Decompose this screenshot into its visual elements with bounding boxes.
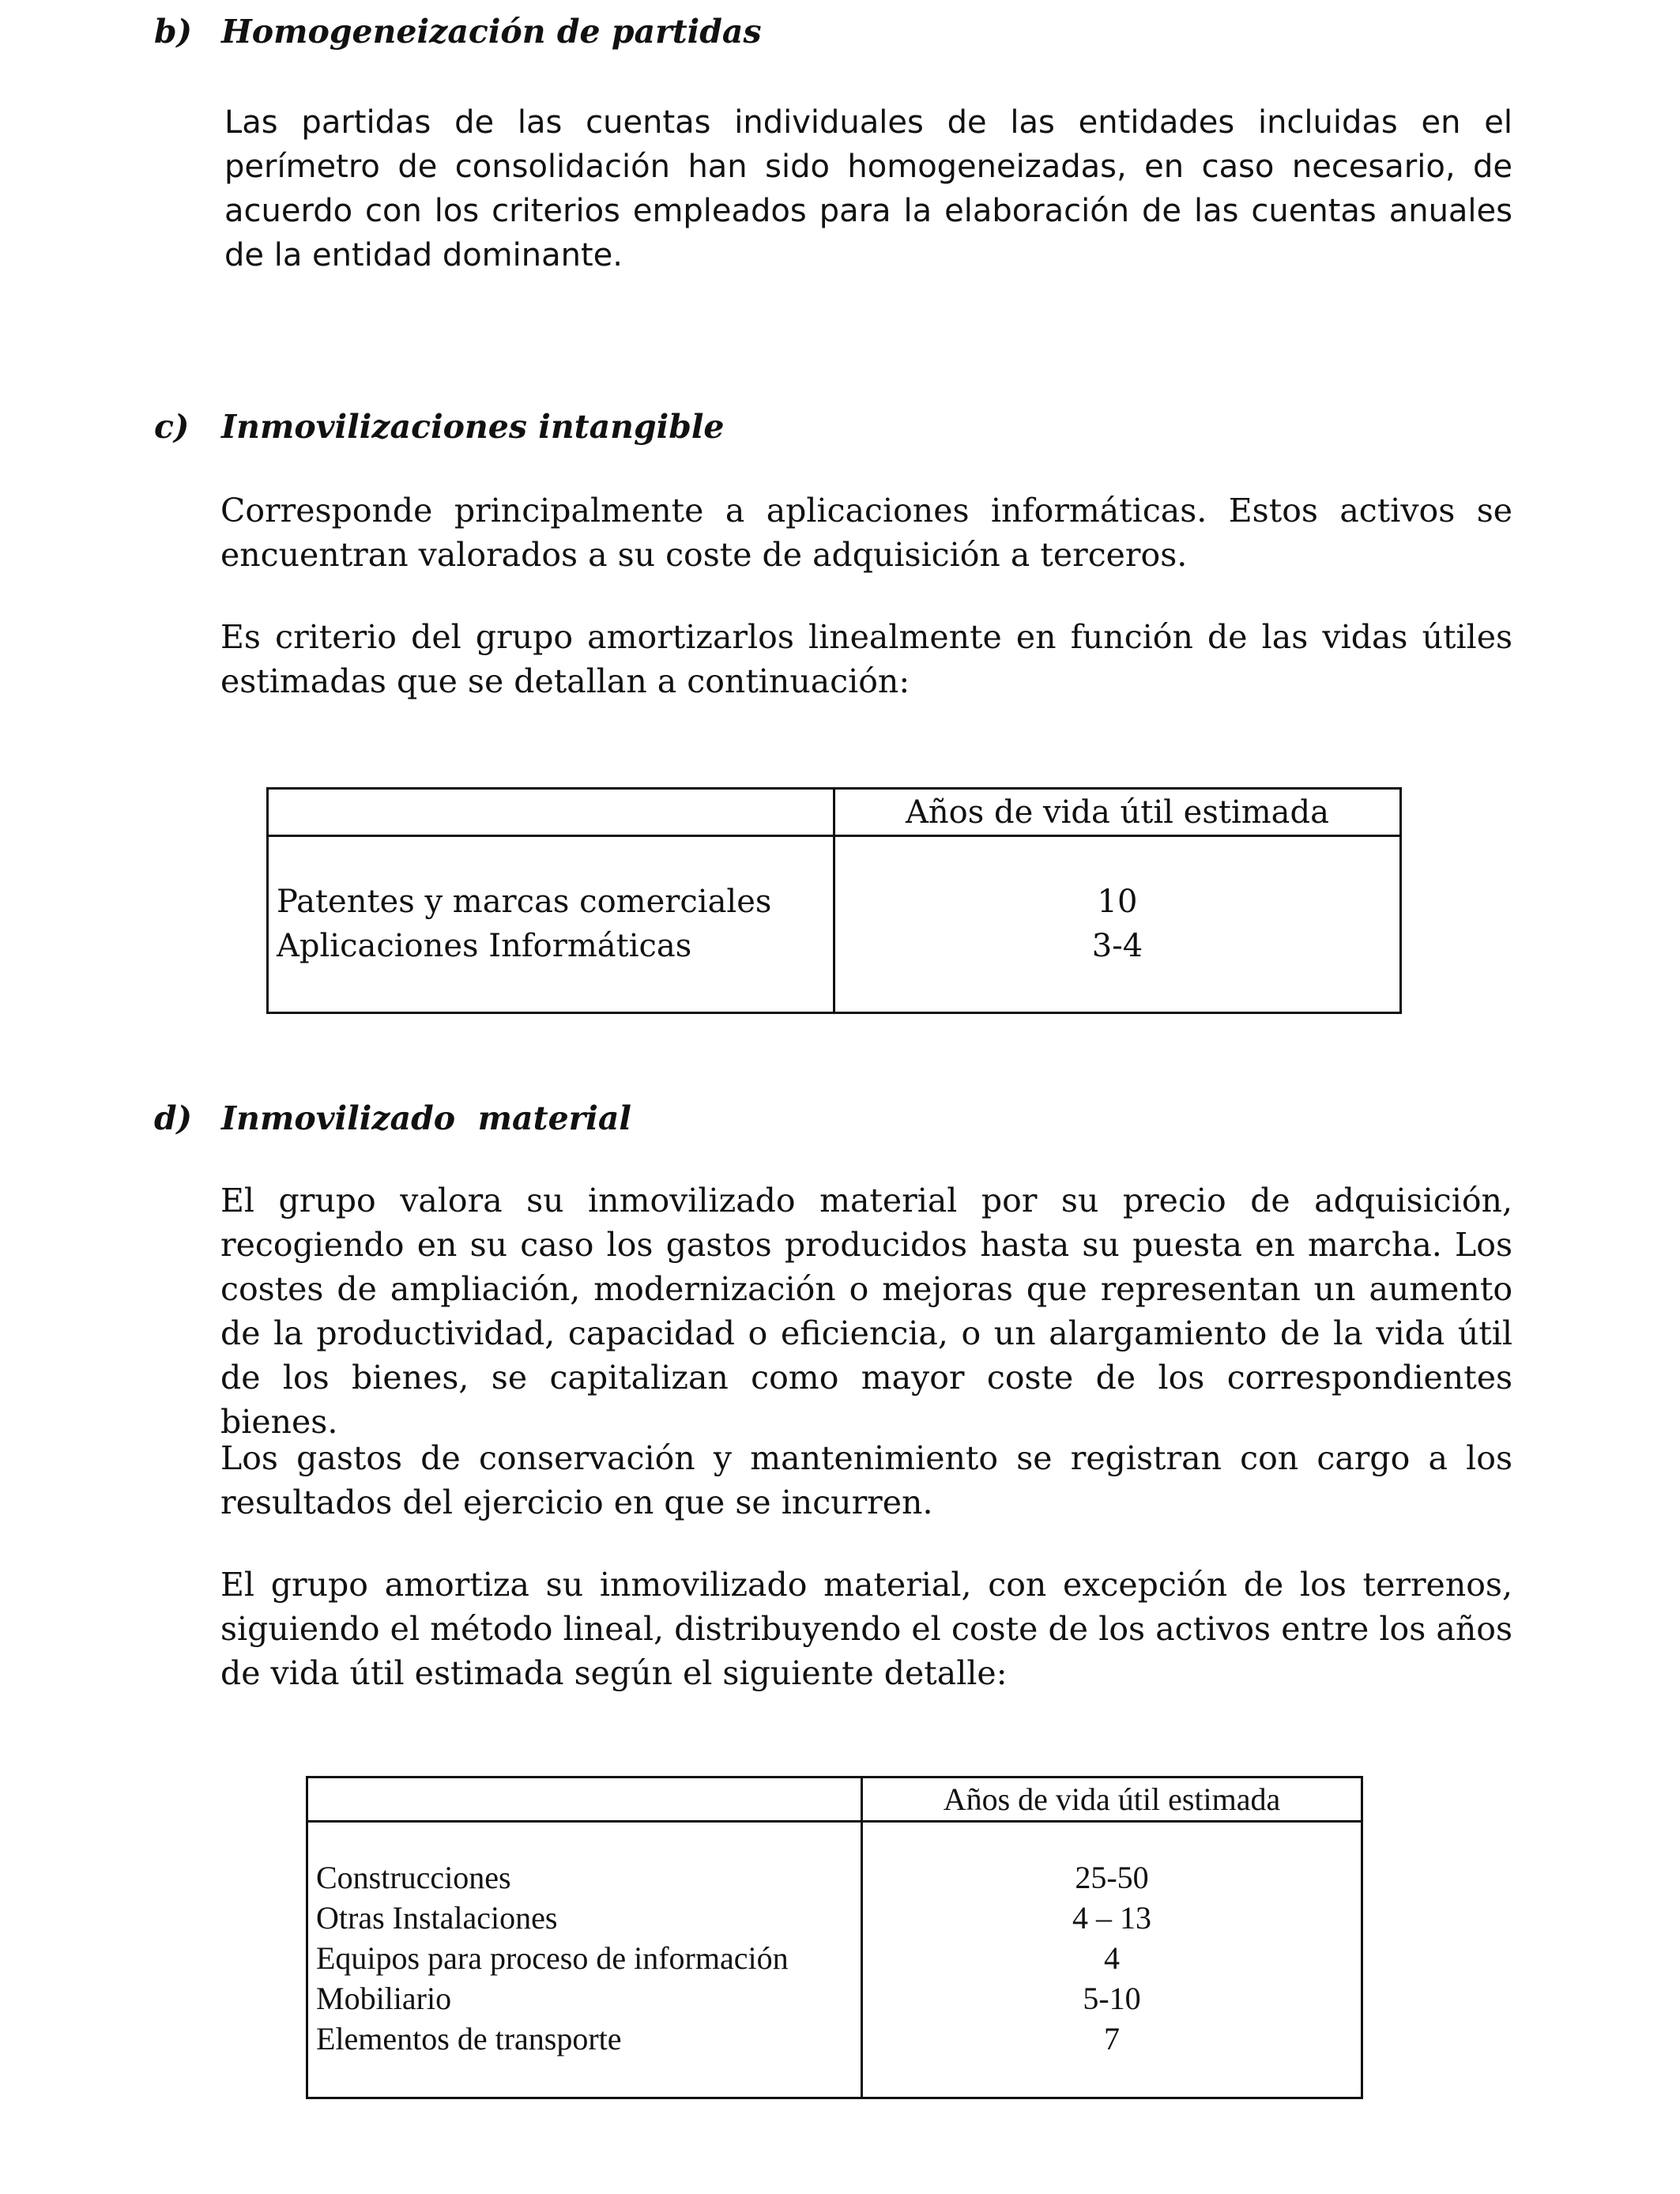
table-labels-cell (268, 836, 834, 1013)
section-c-title: Inmovilizaciones intangible (221, 408, 725, 446)
section-b-paragraph-1: Las partidas de las cuentas individuales de las entidades incluidas en el perímetro de consolidación han sido homogeneizadas, en caso necesario, de acuerdo con los criterios empleados para la elaboración de las cuentas anuales de la entidad dominante. (224, 104, 1512, 273)
table-row-label: Patentes y marcas comerciales (277, 884, 772, 920)
table-values-cell (834, 836, 1401, 1013)
section-b-title: Homogeneización de partidas (221, 13, 762, 51)
section-d-paragraph-2: Los gastos de conservación y mantenimiento se registran con cargo a los resultados del ejercicio en que se incurren. (220, 1439, 1512, 1521)
table-row-label: Otras Instalaciones (316, 1900, 558, 1936)
table-row-label: Elementos de transporte (316, 2021, 622, 2056)
table-row-value: 4 – 13 (1072, 1900, 1151, 1936)
table-row-label: Equipos para proceso de información (316, 1940, 789, 1976)
table-header-label: Años de vida útil estimada (943, 1781, 1281, 1817)
table-row-label: Construcciones (316, 1860, 511, 1895)
useful-life-table-tangible (306, 1776, 1363, 2099)
table-row-label: Mobiliario (316, 1981, 452, 2016)
table-row-label: Aplicaciones Informáticas (277, 928, 692, 964)
table-header-label: Años de vida útil estimada (906, 794, 1329, 831)
table-row-value: 5-10 (1083, 1981, 1141, 2016)
section-d-paragraph-3: El grupo amortiza su inmovilizado material, con excepción de los terrenos, siguiendo el método lineal, distribuyendo el coste de los activos entre los años de vida útil estimada según el siguiente detalle: (220, 1566, 1512, 1692)
table-row-value: 25-50 (1075, 1860, 1149, 1895)
section-c-paragraph-2: Es criterio del grupo amortizarlos linealmente en función de las vidas útiles estimadas que se detallan a continuación: (220, 618, 1512, 700)
section-d-paragraph-1: El grupo valora su inmovilizado material por su precio de adquisición, recogiendo en su caso los gastos producidos hasta su puesta en marcha. Los costes de ampliación, modernización o mejoras que representan un aumento de la productividad, capacidad o eficiencia, o un alargamiento de la vida útil de los bienes, se capitalizan como mayor coste de los correspondientes bienes. (220, 1182, 1512, 1441)
table-header-cell (834, 789, 1401, 836)
table-row-value: 7 (1104, 2021, 1120, 2056)
table-row-value: 3-4 (1091, 928, 1143, 964)
section-d-title: Inmovilizado material (221, 1099, 631, 1137)
table-header-cell (862, 1777, 1362, 1822)
section-b-letter: b) (154, 13, 193, 51)
section-c-paragraph-1: Corresponde principalmente a aplicaciones informáticas. Estos activos se encuentran valorados a su coste de adquisición a terceros. (220, 492, 1512, 574)
table-row-value: 10 (1097, 884, 1138, 920)
table-labels-cell (307, 1822, 862, 2098)
table-header-empty-cell (307, 1777, 862, 1822)
section-d-letter: d) (154, 1099, 193, 1137)
useful-life-table-intangible (266, 787, 1402, 1014)
table-values-cell (862, 1822, 1362, 2098)
table-header-empty-cell (268, 789, 834, 836)
table-row-value: 4 (1104, 1940, 1120, 1976)
section-c-letter: c) (154, 408, 190, 446)
